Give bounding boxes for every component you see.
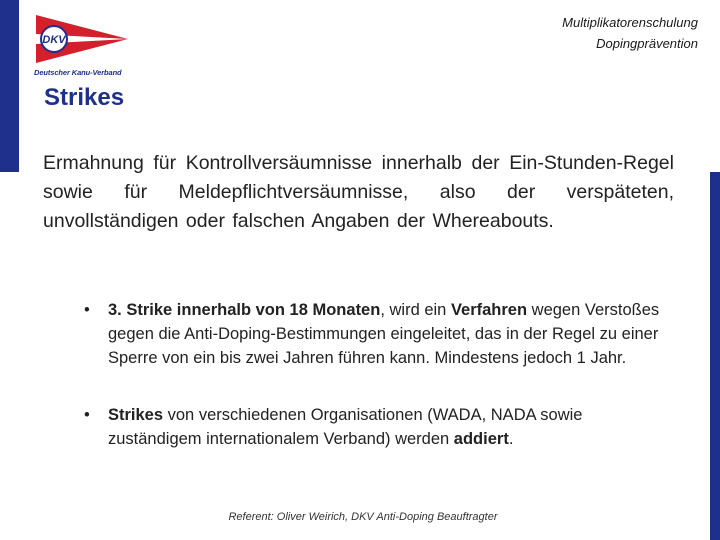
dkv-logo (34, 12, 130, 78)
header-subtitle (562, 12, 698, 54)
bullet-2-text-a: von verschiedenen Organisationen (WADA, NADA sowie zuständigem internationalem Verband) werden (108, 406, 583, 448)
bullet-marker: • (84, 301, 90, 319)
slide-title: Strikes (44, 84, 125, 111)
left-accent-bar (0, 0, 19, 172)
footer (0, 511, 720, 523)
logo-emblem-text: DKV (42, 34, 66, 46)
right-accent-bar (710, 172, 720, 540)
intro-paragraph: Ermahnung für Kontrollversäumnisse innerhalb der Ein-Stunden-Regel sowie für Meldepflichtversäumnisse, also der verspäteten, unvollständigen oder falschen Angaben der Whereabouts. (43, 152, 674, 232)
dkv-pennant-icon (34, 12, 130, 66)
bullet-1-text-a: , wird ein (380, 301, 451, 319)
header-line-2: Dopingprävention (596, 36, 698, 51)
logo-wordmark: Deutscher Kanu-Verband (34, 68, 122, 77)
bullet-list (84, 298, 674, 451)
bullet-2-bold-term: addiert (453, 430, 509, 448)
header-line-1: Multiplikatorenschulung (562, 15, 698, 30)
bullet-1-text-b: wegen Verstoßes gegen die Anti-Doping-Bestimmungen eingeleitet, das in der Regel zu einer Sperre von ein bis zwei Jahren führen kann. Mindestens jedoch 1 Jahr. (108, 301, 660, 367)
bullet-item-1 (84, 298, 674, 370)
bullet-1-bold-lead: 3. Strike innerhalb von 18 Monaten (108, 301, 381, 319)
bullet-marker: • (84, 406, 90, 424)
bullet-2-bold-lead: Strikes (108, 406, 164, 424)
footer-referent: Referent: Oliver Weirich, DKV Anti-Doping Beauftragter (228, 511, 498, 523)
bullet-1-bold-term: Verfahren (450, 301, 528, 319)
bullet-2-text-b: . (508, 430, 514, 448)
bullet-item-2 (84, 403, 674, 451)
